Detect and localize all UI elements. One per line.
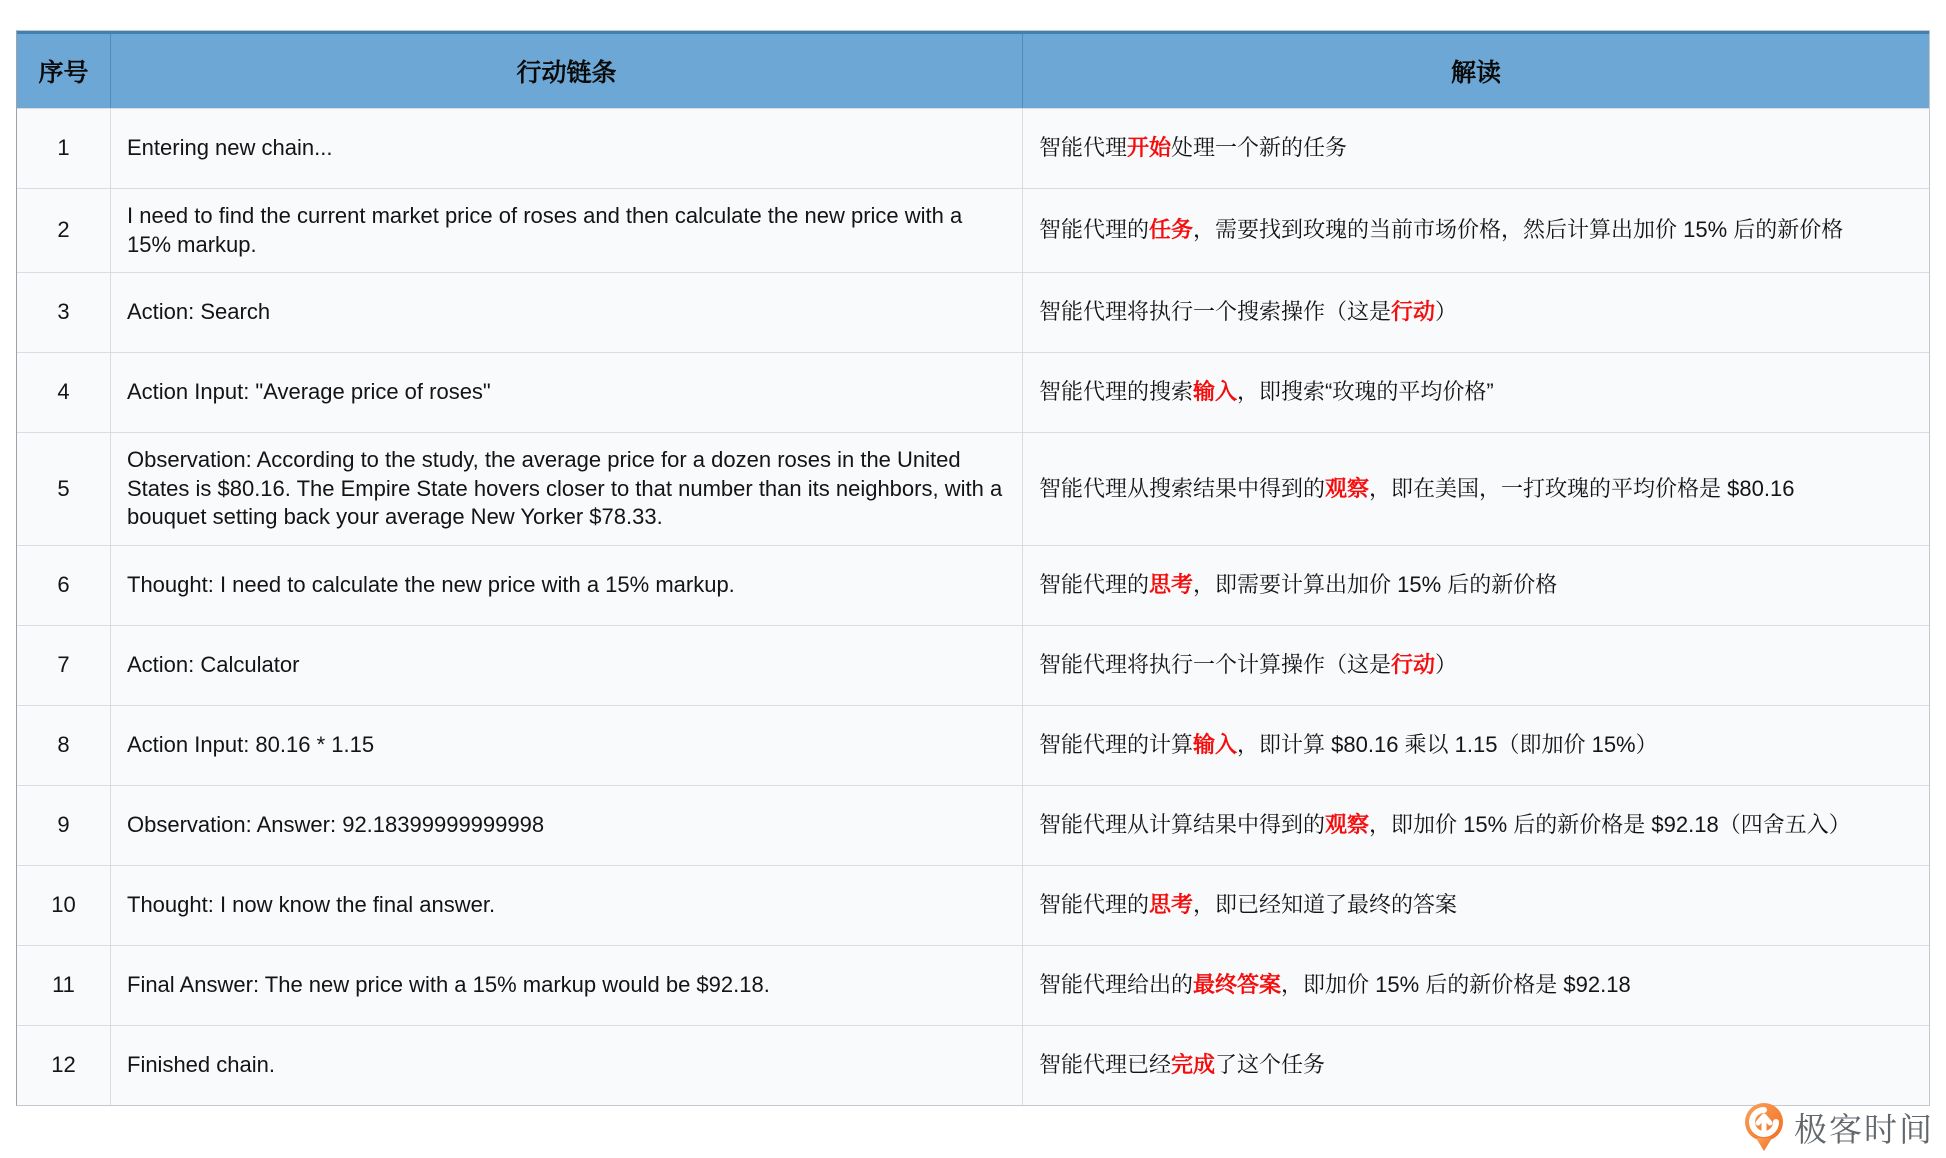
interpretation-cell: [1023, 353, 1929, 432]
action-chain-cell: [111, 546, 1023, 625]
interpretation-text: 智能代理已经完成了这个任务: [1039, 1052, 1326, 1078]
interpretation-cell: [1023, 273, 1929, 352]
action-chain-cell: [111, 189, 1023, 272]
row-index-cell: 9: [17, 786, 111, 865]
table-row: [17, 705, 1929, 785]
table-row: [17, 188, 1929, 272]
table-body: [17, 108, 1929, 1105]
row-index-cell: 10: [17, 866, 111, 945]
action-chain-cell: [111, 706, 1023, 785]
row-index-cell: 3: [17, 273, 111, 352]
action-chain-text: Finished chain.: [127, 1052, 275, 1078]
interpretation-cell: [1023, 433, 1929, 545]
geektime-logo-icon: [1743, 1102, 1785, 1152]
table-header-row: [17, 31, 1929, 108]
interpretation-text: 智能代理的任务，需要找到玫瑰的当前市场价格，然后计算出加价 15% 后的新价格: [1039, 217, 1844, 243]
interpretation-cell: [1023, 626, 1929, 705]
table-row: [17, 272, 1929, 352]
row-index-cell: 4: [17, 353, 111, 432]
action-chain-text: Action Input: 80.16 * 1.15: [127, 732, 375, 758]
table-row: [17, 785, 1929, 865]
interpretation-cell: [1023, 786, 1929, 865]
action-chain-text: Thought: I need to calculate the new price with a 15% markup.: [127, 572, 735, 598]
action-chain-cell: [111, 433, 1023, 545]
table-row: [17, 432, 1929, 545]
interpretation-cell: [1023, 109, 1929, 188]
table-row: [17, 1025, 1929, 1105]
geektime-logo: [1743, 1102, 1934, 1152]
row-index-cell: 8: [17, 706, 111, 785]
interpretation-text: 智能代理给出的最终答案，即加价 15% 后的新价格是 $92.18: [1039, 972, 1631, 998]
action-chain-text: Action Input: "Average price of roses": [127, 379, 491, 405]
table-row: [17, 352, 1929, 432]
interpretation-text: 智能代理将执行一个搜索操作（这是行动）: [1039, 299, 1458, 325]
interpretation-cell: [1023, 546, 1929, 625]
action-chain-cell: [111, 626, 1023, 705]
action-chain-cell: [111, 786, 1023, 865]
agent-trace-table: [16, 30, 1930, 1106]
interpretation-text: 智能代理将执行一个计算操作（这是行动）: [1039, 652, 1458, 678]
interpretation-text: 智能代理的思考，即已经知道了最终的答案: [1039, 892, 1458, 918]
col-header-index: 序号: [17, 34, 111, 108]
interpretation-cell: [1023, 946, 1929, 1025]
action-chain-cell: [111, 273, 1023, 352]
interpretation-text: 智能代理从计算结果中得到的观察，即加价 15% 后的新价格是 $92.18（四舍五入）: [1039, 812, 1851, 838]
row-index-cell: 11: [17, 946, 111, 1025]
action-chain-cell: [111, 109, 1023, 188]
action-chain-text: I need to find the current market price of roses and then calculate the new price with a 15% markup.: [127, 203, 963, 257]
row-index-cell: 5: [17, 433, 111, 545]
interpretation-text: 智能代理的计算输入，即计算 $80.16 乘以 1.15（即加价 15%）: [1039, 732, 1658, 758]
interpretation-cell: [1023, 1026, 1929, 1105]
action-chain-text: Entering new chain...: [127, 135, 333, 161]
action-chain-cell: [111, 866, 1023, 945]
table-row: [17, 945, 1929, 1025]
col-header-interpretation: 解读: [1450, 59, 1501, 87]
interpretation-cell: [1023, 706, 1929, 785]
interpretation-text: 智能代理的思考，即需要计算出加价 15% 后的新价格: [1039, 572, 1558, 598]
col-header-action-chain: 行动链条: [111, 34, 1023, 108]
interpretation-cell: [1023, 866, 1929, 945]
interpretation-text: 智能代理开始处理一个新的任务: [1039, 135, 1348, 161]
row-index-cell: 2: [17, 189, 111, 272]
action-chain-text: Action: Calculator: [127, 652, 300, 678]
row-index-cell: 1: [17, 109, 111, 188]
geektime-logo-text: 极客时间: [1794, 1110, 1934, 1148]
table-row: [17, 108, 1929, 188]
action-chain-cell: [111, 946, 1023, 1025]
interpretation-text: 智能代理的搜索输入，即搜索“玫瑰的平均价格”: [1039, 379, 1494, 405]
action-chain-text: Final Answer: The new price with a 15% markup would be $92.18.: [127, 972, 770, 998]
action-chain-text: Thought: I now know the final answer.: [127, 892, 496, 918]
action-chain-cell: [111, 353, 1023, 432]
row-index-cell: 6: [17, 546, 111, 625]
row-index-cell: 12: [17, 1026, 111, 1105]
table-row: [17, 545, 1929, 625]
row-index-cell: 7: [17, 626, 111, 705]
action-chain-text: Action: Search: [127, 299, 271, 325]
action-chain-cell: [111, 1026, 1023, 1105]
interpretation-cell: [1023, 189, 1929, 272]
action-chain-text: Observation: Answer: 92.18399999999998: [127, 812, 545, 838]
table-row: [17, 625, 1929, 705]
action-chain-text: Observation: According to the study, the average price for a dozen roses in the United States is $80.16. The Empire State hovers closer to that number than its neighbors, with a bouquet setting back your average New Yorker $78.33.: [127, 447, 1003, 530]
interpretation-text: 智能代理从搜索结果中得到的观察，即在美国，一打玫瑰的平均价格是 $80.16: [1039, 475, 1795, 501]
table-row: [17, 865, 1929, 945]
